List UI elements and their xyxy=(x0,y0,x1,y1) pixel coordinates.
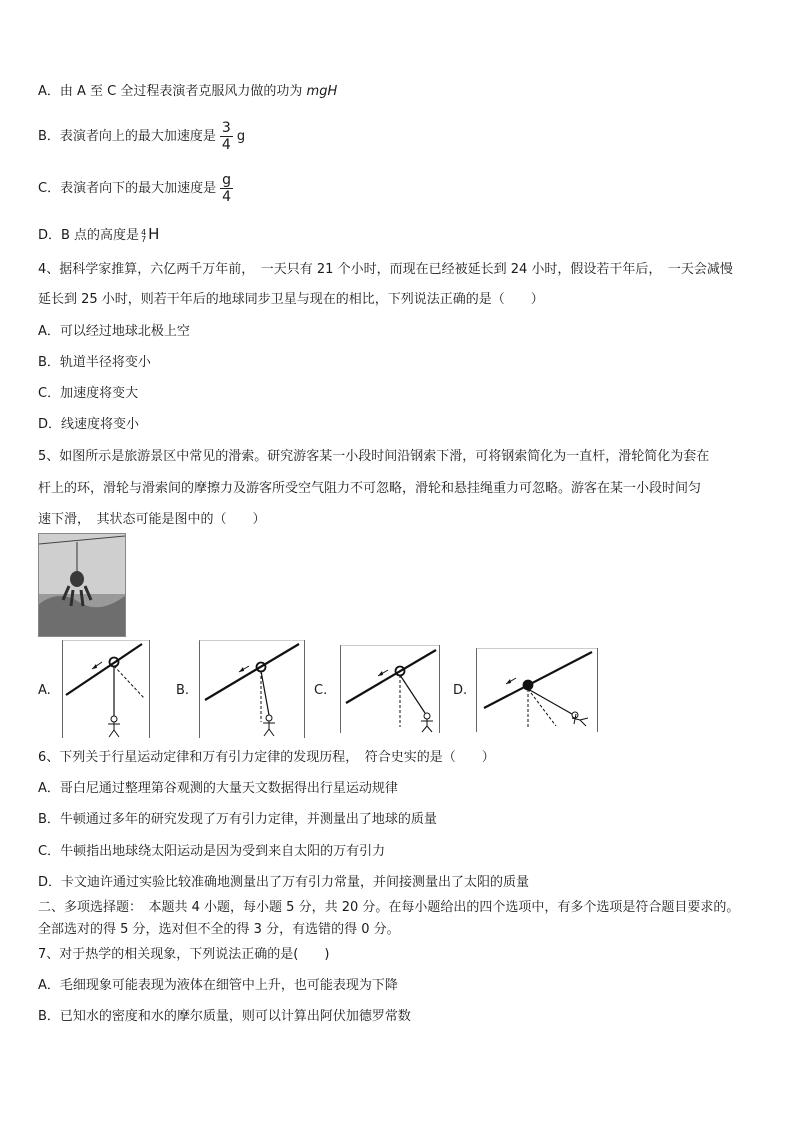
q3-option-b-fraction xyxy=(220,120,233,153)
figure-label-a: A. xyxy=(38,683,51,698)
q6-option-d: D．卡文迪许通过实验比较准确地测量出了万有引力常量，并间接测量出了太阳的质量 xyxy=(38,875,530,890)
q7-option-b: B．已知水的密度和水的摩尔质量，则可以计算出阿伏加德罗常数 xyxy=(38,1009,411,1024)
q4-stem-line1: 4、据科学家推算，六亿两千万年前， 一天只有 21 个小时，而现在已经被延长到 24 小时，假设若干年后， 一天会减慢 xyxy=(38,262,733,277)
q5-stem-line2: 杆上的环，滑轮与滑索间的摩擦力及游客所受空气阻力不可忽略，滑轮和悬挂绳重力可忽略。游客在某一小段时间匀 xyxy=(38,481,702,496)
q4-option-c: C．加速度将变大 xyxy=(38,386,139,401)
q3-option-b-suffix: g xyxy=(236,129,246,144)
figure-label-b: B. xyxy=(176,683,190,698)
q3-option-d xyxy=(38,225,159,245)
q3-option-a-text: A．由 A 至 C 全过程表演者克服风力做的功为 xyxy=(38,84,307,99)
q7-option-a: A．毛细现象可能表现为液体在细管中上升，也可能表现为下降 xyxy=(38,978,398,993)
q3-option-c-text: C．表演者向下的最大加速度是 xyxy=(38,181,217,196)
q4-option-b: B．轨道半径将变小 xyxy=(38,355,151,370)
zipline-photo xyxy=(38,533,126,637)
section2-instructions-line2: 全部选对的得 5 分，选对但不全的得 3 分，有选错的得 0 分。 xyxy=(38,922,400,937)
figure-d xyxy=(476,648,598,732)
q5-stem-line1: 5、如图所示是旅游景区中常见的滑索。研究游客某一小段时间沿钢索下滑，可将钢索简化为一直杆，滑轮简化为套在 xyxy=(38,449,710,464)
q3-option-d-text: D．B 点的高度是 xyxy=(38,228,140,243)
q7-stem: 7、对于热学的相关现象，下列说法正确的是( ) xyxy=(38,947,330,962)
figure-a xyxy=(62,640,150,738)
q5-stem-line3: 速下滑， 其状态可能是图中的（ ） xyxy=(38,512,266,527)
figure-c xyxy=(340,645,440,733)
fraction-denominator: 4 xyxy=(221,137,231,153)
q4-option-d: D．线速度将变小 xyxy=(38,417,140,432)
figure-b xyxy=(199,640,305,738)
q3-option-d-suffix: H xyxy=(148,225,160,243)
figure-label-d: D. xyxy=(453,683,468,698)
section2-instructions-line1: 二、多项选择题： 本题共 4 小题，每小题 5 分，共 20 分。在每小题给出的四个选项中，有多个选项是符合题目要求的。 xyxy=(38,900,740,915)
figure-label-c: C. xyxy=(314,683,328,698)
q3-option-a xyxy=(38,83,337,101)
fraction-numerator: g xyxy=(220,172,233,189)
q3-option-c-fraction xyxy=(220,172,233,205)
q3-option-a-formula: mgH xyxy=(306,84,338,99)
fraction-numerator: 4 xyxy=(141,227,147,237)
q3-option-b-text: B．表演者向上的最大加速度是 xyxy=(38,129,216,144)
q6-option-a: A．哥白尼通过整理第谷观测的大量天文数据得出行星运动规律 xyxy=(38,781,398,796)
q3-option-b xyxy=(38,120,245,153)
fraction-denominator: 4 xyxy=(222,189,231,205)
q4-stem-line2: 延长到 25 小时，则若干年后的地球同步卫星与现在的相比，下列说法正确的是（ ） xyxy=(38,292,544,307)
q6-option-c: C．牛顿指出地球绕太阳运动是因为受到来自太阳的万有引力 xyxy=(38,844,386,859)
zipline-photo-image xyxy=(39,534,125,636)
q6-stem: 6、下列关于行星运动定律和万有引力定律的发现历程， 符合史实的是（ ） xyxy=(38,750,495,765)
fraction-numerator: 3 xyxy=(221,120,231,136)
q4-option-a: A．可以经过地球北极上空 xyxy=(38,324,190,339)
q3-option-c xyxy=(38,172,237,205)
q6-option-b: B．牛顿通过多年的研究发现了万有引力定律，并测量出了地球的质量 xyxy=(38,812,437,827)
fraction-denominator: 7 xyxy=(141,234,147,244)
q3-option-d-fraction xyxy=(141,229,146,243)
